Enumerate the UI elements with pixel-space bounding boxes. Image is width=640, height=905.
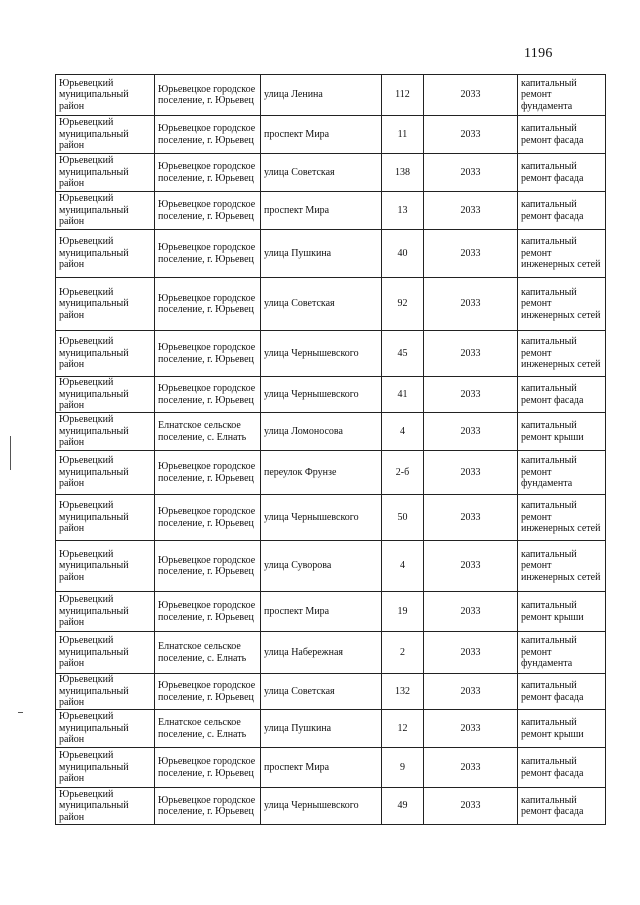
table-row <box>56 495 606 541</box>
year-cell: 2033 <box>424 748 518 788</box>
table-row <box>56 674 606 710</box>
district-cell: Юрьевецкий муниципальный район <box>56 592 155 632</box>
settlement-cell: Юрьевецкое городское поселение, г. Юрьевец <box>155 331 261 377</box>
year-cell: 2033 <box>424 495 518 541</box>
district-cell: Юрьевецкий муниципальный район <box>56 377 155 413</box>
work-type-cell: капитальный ремонт фасада <box>518 116 606 154</box>
house-number-cell: 138 <box>382 154 424 192</box>
work-type-cell: капитальный ремонт крыши <box>518 413 606 451</box>
page-number: 1196 <box>524 46 553 61</box>
year-cell: 2033 <box>424 75 518 116</box>
table-row <box>56 541 606 592</box>
table-row <box>56 192 606 230</box>
repair-schedule-table <box>55 74 606 825</box>
settlement-cell: Елнатское сельское поселение, с. Елнать <box>155 413 261 451</box>
work-type-cell: капитальный ремонт инженерных сетей <box>518 278 606 331</box>
house-number-cell: 92 <box>382 278 424 331</box>
house-number-cell: 50 <box>382 495 424 541</box>
settlement-cell: Юрьевецкое городское поселение, г. Юрьевец <box>155 278 261 331</box>
house-number-cell: 45 <box>382 331 424 377</box>
street-cell: проспект Мира <box>261 116 382 154</box>
district-cell: Юрьевецкий муниципальный район <box>56 230 155 278</box>
settlement-cell: Юрьевецкое городское поселение, г. Юрьевец <box>155 154 261 192</box>
house-number-cell: 4 <box>382 413 424 451</box>
house-number-cell: 12 <box>382 710 424 748</box>
work-type-cell: капитальный ремонт инженерных сетей <box>518 495 606 541</box>
street-cell: улица Пушкина <box>261 230 382 278</box>
table-row <box>56 278 606 331</box>
year-cell: 2033 <box>424 192 518 230</box>
settlement-cell: Юрьевецкое городское поселение, г. Юрьевец <box>155 75 261 116</box>
settlement-cell: Юрьевецкое городское поселение, г. Юрьевец <box>155 230 261 278</box>
work-type-cell: капитальный ремонт фундамента <box>518 632 606 674</box>
house-number-cell: 11 <box>382 116 424 154</box>
district-cell: Юрьевецкий муниципальный район <box>56 154 155 192</box>
work-type-cell: капитальный ремонт инженерных сетей <box>518 230 606 278</box>
house-number-cell: 2 <box>382 632 424 674</box>
scan-margin-mark <box>18 712 23 713</box>
district-cell: Юрьевецкий муниципальный район <box>56 541 155 592</box>
district-cell: Юрьевецкий муниципальный район <box>56 331 155 377</box>
settlement-cell: Юрьевецкое городское поселение, г. Юрьевец <box>155 748 261 788</box>
work-type-cell: капитальный ремонт фасада <box>518 192 606 230</box>
year-cell: 2033 <box>424 331 518 377</box>
table-row <box>56 116 606 154</box>
settlement-cell: Юрьевецкое городское поселение, г. Юрьевец <box>155 116 261 154</box>
district-cell: Юрьевецкий муниципальный район <box>56 75 155 116</box>
year-cell: 2033 <box>424 674 518 710</box>
year-cell: 2033 <box>424 413 518 451</box>
year-cell: 2033 <box>424 710 518 748</box>
settlement-cell: Юрьевецкое городское поселение, г. Юрьевец <box>155 451 261 495</box>
house-number-cell: 9 <box>382 748 424 788</box>
work-type-cell: капитальный ремонт крыши <box>518 710 606 748</box>
street-cell: улица Суворова <box>261 541 382 592</box>
house-number-cell: 19 <box>382 592 424 632</box>
settlement-cell: Елнатское сельское поселение, с. Елнать <box>155 632 261 674</box>
work-type-cell: капитальный ремонт фасада <box>518 377 606 413</box>
district-cell: Юрьевецкий муниципальный район <box>56 788 155 825</box>
work-type-cell: капитальный ремонт фундамента <box>518 451 606 495</box>
street-cell: проспект Мира <box>261 748 382 788</box>
year-cell: 2033 <box>424 592 518 632</box>
table-row <box>56 451 606 495</box>
district-cell: Юрьевецкий муниципальный район <box>56 674 155 710</box>
street-cell: улица Чернышевского <box>261 495 382 541</box>
table-row <box>56 413 606 451</box>
district-cell: Юрьевецкий муниципальный район <box>56 632 155 674</box>
table-row <box>56 710 606 748</box>
settlement-cell: Елнатское сельское поселение, с. Елнать <box>155 710 261 748</box>
house-number-cell: 132 <box>382 674 424 710</box>
work-type-cell: капитальный ремонт фасада <box>518 154 606 192</box>
table-row <box>56 788 606 825</box>
street-cell: улица Советская <box>261 154 382 192</box>
district-cell: Юрьевецкий муниципальный район <box>56 413 155 451</box>
house-number-cell: 49 <box>382 788 424 825</box>
settlement-cell: Юрьевецкое городское поселение, г. Юрьевец <box>155 377 261 413</box>
house-number-cell: 4 <box>382 541 424 592</box>
district-cell: Юрьевецкий муниципальный район <box>56 710 155 748</box>
work-type-cell: капитальный ремонт крыши <box>518 592 606 632</box>
settlement-cell: Юрьевецкое городское поселение, г. Юрьевец <box>155 592 261 632</box>
year-cell: 2033 <box>424 451 518 495</box>
work-type-cell: капитальный ремонт фасада <box>518 674 606 710</box>
table-row <box>56 154 606 192</box>
table-row <box>56 377 606 413</box>
street-cell: улица Советская <box>261 278 382 331</box>
table-row <box>56 632 606 674</box>
work-type-cell: капитальный ремонт фундамента <box>518 75 606 116</box>
settlement-cell: Юрьевецкое городское поселение, г. Юрьевец <box>155 495 261 541</box>
street-cell: проспект Мира <box>261 192 382 230</box>
district-cell: Юрьевецкий муниципальный район <box>56 748 155 788</box>
district-cell: Юрьевецкий муниципальный район <box>56 451 155 495</box>
year-cell: 2033 <box>424 154 518 192</box>
street-cell: улица Пушкина <box>261 710 382 748</box>
house-number-cell: 2-б <box>382 451 424 495</box>
house-number-cell: 40 <box>382 230 424 278</box>
street-cell: улица Набережная <box>261 632 382 674</box>
year-cell: 2033 <box>424 632 518 674</box>
table-row <box>56 230 606 278</box>
year-cell: 2033 <box>424 278 518 331</box>
house-number-cell: 112 <box>382 75 424 116</box>
year-cell: 2033 <box>424 541 518 592</box>
work-type-cell: капитальный ремонт фасада <box>518 788 606 825</box>
district-cell: Юрьевецкий муниципальный район <box>56 278 155 331</box>
street-cell: проспект Мира <box>261 592 382 632</box>
work-type-cell: капитальный ремонт инженерных сетей <box>518 331 606 377</box>
settlement-cell: Юрьевецкое городское поселение, г. Юрьевец <box>155 192 261 230</box>
district-cell: Юрьевецкий муниципальный район <box>56 495 155 541</box>
year-cell: 2033 <box>424 116 518 154</box>
street-cell: улица Чернышевского <box>261 788 382 825</box>
year-cell: 2033 <box>424 788 518 825</box>
settlement-cell: Юрьевецкое городское поселение, г. Юрьевец <box>155 541 261 592</box>
work-type-cell: капитальный ремонт фасада <box>518 748 606 788</box>
street-cell: улица Ленина <box>261 75 382 116</box>
district-cell: Юрьевецкий муниципальный район <box>56 192 155 230</box>
house-number-cell: 13 <box>382 192 424 230</box>
street-cell: улица Ломоносова <box>261 413 382 451</box>
settlement-cell: Юрьевецкое городское поселение, г. Юрьевец <box>155 788 261 825</box>
table-row <box>56 75 606 116</box>
work-type-cell: капитальный ремонт инженерных сетей <box>518 541 606 592</box>
street-cell: переулок Фрунзе <box>261 451 382 495</box>
street-cell: улица Чернышевского <box>261 331 382 377</box>
table-row <box>56 592 606 632</box>
street-cell: улица Чернышевского <box>261 377 382 413</box>
house-number-cell: 41 <box>382 377 424 413</box>
settlement-cell: Юрьевецкое городское поселение, г. Юрьевец <box>155 674 261 710</box>
street-cell: улица Советская <box>261 674 382 710</box>
table-row <box>56 331 606 377</box>
table-row <box>56 748 606 788</box>
year-cell: 2033 <box>424 230 518 278</box>
district-cell: Юрьевецкий муниципальный район <box>56 116 155 154</box>
scan-margin-mark <box>10 436 11 470</box>
year-cell: 2033 <box>424 377 518 413</box>
